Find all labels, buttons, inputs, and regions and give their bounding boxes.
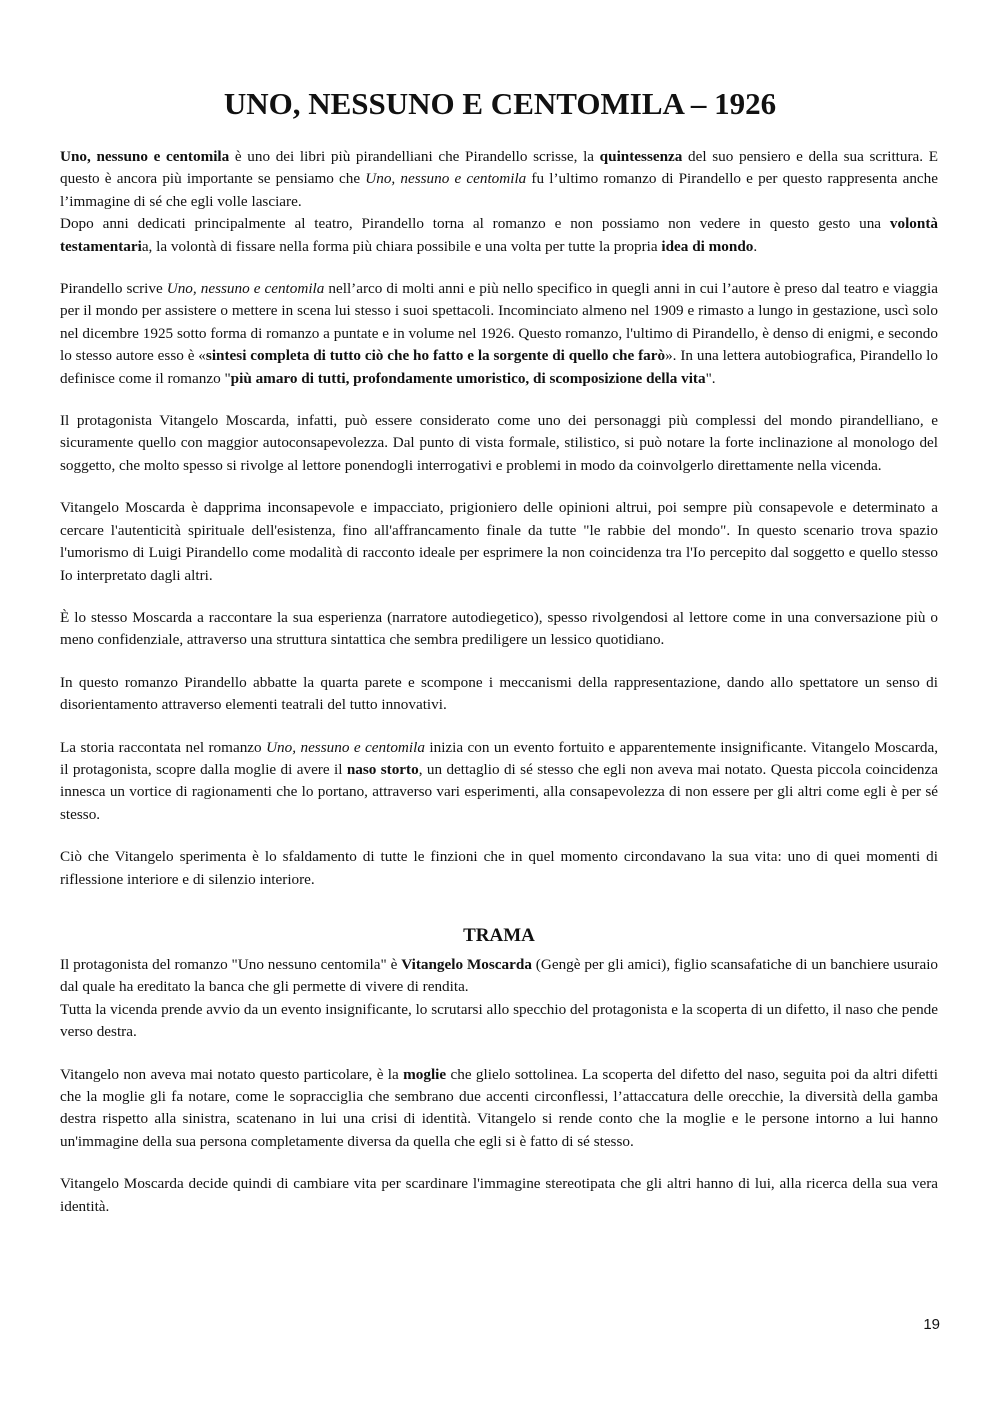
text-run: Il protagonista del romanzo "Uno nessuno centomila" è xyxy=(60,955,402,973)
text-run: fu l’ultimo romanzo di Pirandello e per questo rappresenta anche l’immagine di sé che egli volle lasciare. xyxy=(60,170,938,210)
text-run: Vitangelo non aveva mai notato questo particolare, è la xyxy=(60,1065,404,1083)
text-run: , un dettaglio di sé stesso che egli non aveva mai notato. Questa piccola coincidenza innesca un vortice di ragionamenti che lo portano, attraverso vari esperimenti, alla consapevolezza di non essere per gli altri come egli è per sé stesso. xyxy=(60,760,939,823)
page-title: UNO, NESSUNO E CENTOMILA – 1926 xyxy=(223,86,777,121)
text-run: a, la volontà di fissare nella forma più chiara possibile e una volta per tutte la propria xyxy=(141,237,662,255)
paragraph-decision: Vitangelo Moscarda decide quindi di cambiare vita per scardinare l'immagine stereotipata che gli altri hanno di lui, alla ricerca della sua vera identità. xyxy=(60,1175,938,1215)
text-run: ". xyxy=(705,369,716,387)
bold-text: volontà testamentari xyxy=(60,215,938,255)
text-run: che glielo sottolinea. La scoperta del difetto del naso, seguita poi da altri difetti che la moglie gli fa notare, come le sopracciglia che sembrano due accenti circonflessi, l’attaccatura delle orecchie, la diversità della gamba destra rispetto alla sinistra, scatenano in lui una crisi di identità. Vitangelo si rende conto che la moglie e le persone intorno a lui hanno un'immagine della sua persona completamente diversa da quella che egli si è fatto di sé stesso. xyxy=(60,1065,938,1150)
bold-text: Uno, nessuno e centomila xyxy=(60,148,230,165)
paragraph-mirror: Tutta la vicenda prende avvio da un evento insignificante, lo scrutarsi allo specchio del protagonista e la scoperta di un difetto, il naso che pende verso destra. xyxy=(60,1000,938,1041)
bold-text: moglie xyxy=(403,1065,447,1083)
text-run: Pirandello scrive xyxy=(60,280,167,298)
text-run: inizia con un evento fortuito e apparentemente insignificante. Vitangelo Moscarda, il protagonista, scopre dalla moglie di avere il xyxy=(60,738,938,778)
section-heading-trama: TRAMA xyxy=(463,924,535,946)
paragraph-return-to-novel xyxy=(60,213,938,258)
italic-text: Uno, nessuno e centomila xyxy=(365,170,527,188)
paragraph-story xyxy=(60,737,938,827)
bold-text: Vitangelo Moscarda xyxy=(401,955,532,973)
paragraph-protagonist: Il protagonista Vitangelo Moscarda, infatti, può essere considerato come uno dei personaggi più complessi del mondo pirandelliano, e sicuramente quello con maggior autoconsapevolezza. Dal punto di vista formale, stilistico, si può notare la forte inclinazione al monologo del soggetto, che molto spesso si rivolge al lettore ponendogli interrogativi e problemi in modo da coinvolgerlo direttamente nella vicenda. xyxy=(60,412,938,474)
page-number: 19 xyxy=(923,1316,940,1333)
bold-text: quintessenza xyxy=(599,148,683,165)
paragraph-reflection: Ciò che Vitangelo sperimenta è lo sfaldamento di tutte le finzioni che in quel momento circondavano la sua vita: uno di quei momenti di riflessione interiore e di silenzio interiore. xyxy=(60,848,938,888)
text-run: . xyxy=(753,237,758,255)
text-run: (Gengè per gli amici), figlio scansafatiche di un banchiere usuraio dal quale ha ereditato la banca che gli permette di vivere di rendita. xyxy=(60,955,939,996)
document-body xyxy=(60,146,938,1218)
text-run: La storia raccontata nel romanzo xyxy=(60,738,267,756)
italic-text: Uno, nessuno e centomila xyxy=(266,738,425,756)
bold-text: più amaro di tutti, profondamente umoristico, di scomposizione della vita xyxy=(230,369,706,387)
paragraph-trama-intro xyxy=(60,954,938,999)
paragraph-narrator: È lo stesso Moscarda a raccontare la sua esperienza (narratore autodiegetico), spesso rivolgendosi al lettore come in una conversazione più o meno confidenziale, attraverso una struttura sintattica che sembra prediligere un lessico quotidiano. xyxy=(60,608,938,649)
italic-text: Uno, nessuno e centomila xyxy=(166,280,325,298)
text-run: nell’arco di molti anni e più nello specifico in quegli anni in cui l’autore è preso dal teatro e viaggia per il mondo per assistere o mettere in scena lui stesso i suoi spettacoli. Incominciato almeno nel 1909 e rimasto a lungo in gestazione, uscì solo nel dicembre 1925 sotto forma di romanzo a puntate e in volume nel 1926. Questo romanzo, l'ultimo di Pirandello, è denso di enigmi, e secondo lo stesso autore esso è « xyxy=(60,280,938,365)
paragraph-wife xyxy=(60,1064,938,1154)
text-run: Dopo anni dedicati principalmente al teatro, Pirandello torna al romanzo e non possiamo non vedere in questo gesto una xyxy=(60,215,890,233)
text-run: del suo pensiero e della sua scrittura. E questo è ancora più importante se pensiamo che xyxy=(60,148,938,188)
paragraph-intro xyxy=(60,146,938,213)
paragraph-composition xyxy=(60,278,938,390)
text-run: ». In una lettera autobiografica, Pirandello lo definisce come il romanzo " xyxy=(60,347,938,387)
text-run: è uno dei libri più pirandelliani che Pirandello scrisse, la xyxy=(229,148,600,165)
bold-text: idea di mondo xyxy=(661,237,754,255)
paragraph-fourth-wall: In questo romanzo Pirandello abbatte la quarta parete e scompone i meccanismi della rappresentazione, dando allo spettatore un senso di disorientamento attraverso elementi teatrali del tutto innovativi. xyxy=(60,673,938,714)
paragraph-evolution: Vitangelo Moscarda è dapprima inconsapevole e impacciato, prigioniero delle opinioni altrui, poi sempre più consapevole e determinato a cercare l'autenticità spirituale dell'esistenza, fino all'affrancamento finale da tutte "le rabbie del mondo". In questo scenario trova spazio l'umorismo di Luigi Pirandello come modalità di racconto ideale per esprimere la non coincidenza tra l'Io percepito dal soggetto e quello stesso Io interpretato dagli altri. xyxy=(60,499,938,584)
bold-text: sintesi completa di tutto ciò che ho fatto e la sorgente di quello che farò xyxy=(205,347,666,365)
bold-text: naso storto xyxy=(346,760,419,778)
